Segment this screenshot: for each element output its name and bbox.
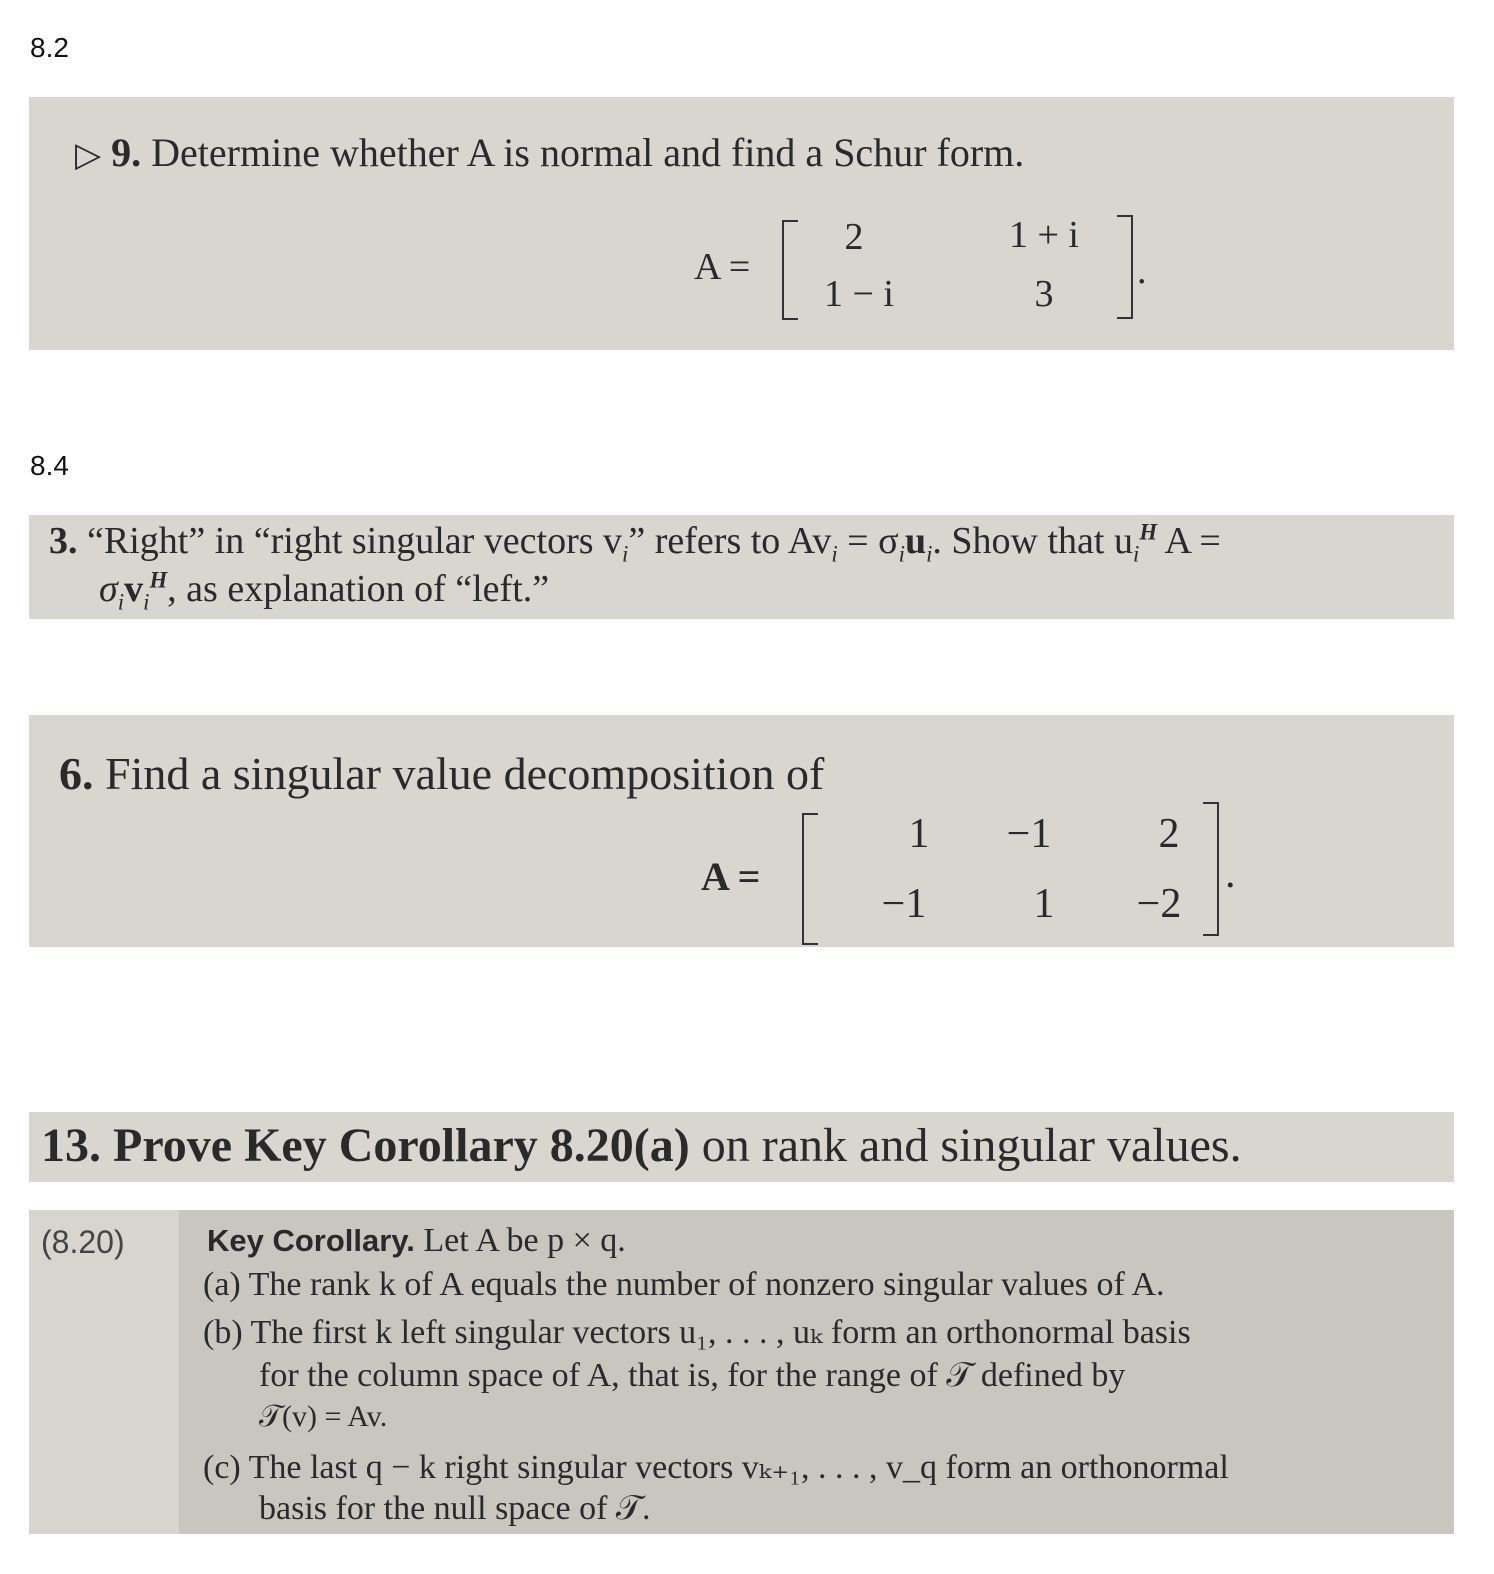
matrix-cell: −2: [1136, 881, 1182, 927]
corollary-item-a: (a) The rank k of A equals the number of nonzero singular values of A.: [203, 1266, 1165, 1303]
matrix-cell: −1: [1006, 811, 1052, 857]
corollary-intro: Let A be p × q.: [423, 1222, 626, 1259]
problem-3-number: 3.: [49, 520, 78, 562]
matrix-cell: 1 − i: [824, 273, 894, 315]
matrix-period: .: [1137, 250, 1147, 292]
problem-6-statement: [59, 747, 824, 800]
problem-6-panel: [29, 715, 1454, 947]
triangle-marker-icon: ▷: [75, 137, 102, 174]
corollary-item-b-line-1: (b) The first k left singular vectors u₁, . . . , uₖ form an orthonormal basis: [203, 1314, 1191, 1351]
subscript-i: i: [898, 541, 905, 567]
right-bracket: [1203, 802, 1219, 936]
problem-6-number: 6.: [59, 748, 94, 799]
right-bracket: [1117, 215, 1133, 319]
problem-3-text-d: u: [904, 520, 927, 562]
problem-13-rest-text: on rank and singular values.: [701, 1119, 1242, 1172]
matrix-cell: 2: [844, 216, 864, 258]
problem-13-panel: [29, 1112, 1454, 1182]
corollary-item-b-line-3: 𝒯(v) = Av.: [259, 1400, 388, 1433]
problem-3-text-a: “Right” in “right singular vectors v: [87, 520, 623, 562]
corollary-panel: [29, 1210, 1454, 1534]
matrix-cell: 1: [908, 811, 930, 857]
problem-9-panel: [29, 97, 1454, 350]
vector-v: v: [124, 568, 144, 610]
subscript-i: i: [831, 541, 838, 567]
matrix-cell: 1: [1033, 881, 1055, 927]
problem-3-text-e: . Show that u: [932, 520, 1133, 562]
corollary-heading-line: [207, 1222, 626, 1260]
problem-3-line-1: [49, 519, 1221, 568]
subscript-i: i: [117, 589, 125, 615]
problem-3-panel: [29, 515, 1454, 619]
subscript-i: i: [926, 541, 933, 567]
subscript-i: i: [1132, 541, 1140, 567]
problem-9-statement: [75, 129, 1024, 176]
section-label-8-4: 8.4: [30, 450, 69, 481]
problem-3-text-c: = σ: [837, 520, 899, 562]
superscript-h: H: [1139, 519, 1158, 545]
problem-6-text: Find a singular value decomposition of: [105, 748, 825, 799]
matrix-cell: 3: [1034, 273, 1054, 315]
corollary-item-c-line-2: basis for the null space of 𝒯.: [259, 1490, 651, 1527]
left-bracket: [782, 220, 798, 320]
subscript-i: i: [622, 541, 629, 567]
problem-3-line-2: [99, 567, 549, 616]
problem-3-text-b: ” refers to Av: [628, 520, 832, 562]
matrix-cell: −1: [881, 881, 927, 927]
matrix-period: .: [1225, 851, 1236, 897]
problem-9-number: 9.: [111, 130, 142, 175]
corollary-reference: (8.20): [41, 1224, 125, 1260]
problem-9-text: Determine whether A is normal and find a Schur form.: [151, 130, 1025, 175]
problem-13-number: 13.: [41, 1119, 101, 1172]
problem-13-statement: [41, 1118, 1242, 1173]
section-label-8-2: 8.2: [30, 32, 69, 63]
sigma-symbol: σ: [99, 568, 118, 610]
matrix-label: A =: [701, 854, 761, 899]
subscript-i: i: [143, 589, 150, 615]
left-bracket: [802, 813, 818, 945]
corollary-title: Key Corollary.: [207, 1223, 415, 1258]
problem-13-bold-text: Prove Key Corollary 8.20(a): [113, 1119, 690, 1172]
problem-3-text-g: , as explanation of “left.”: [167, 568, 550, 610]
matrix-cell: 2: [1158, 811, 1180, 857]
corollary-item-c-line-1: (c) The last q − k right singular vectors vₖ₊₁, . . . , v_q form an orthonormal: [203, 1449, 1229, 1486]
matrix-cell: 1 + i: [1009, 214, 1079, 256]
problem-3-text-f: A =: [1164, 520, 1221, 562]
superscript-h: H: [149, 567, 168, 593]
corollary-item-b-line-2: for the column space of A, that is, for the range of 𝒯 defined by: [259, 1357, 1126, 1394]
matrix-label: A =: [694, 246, 751, 288]
